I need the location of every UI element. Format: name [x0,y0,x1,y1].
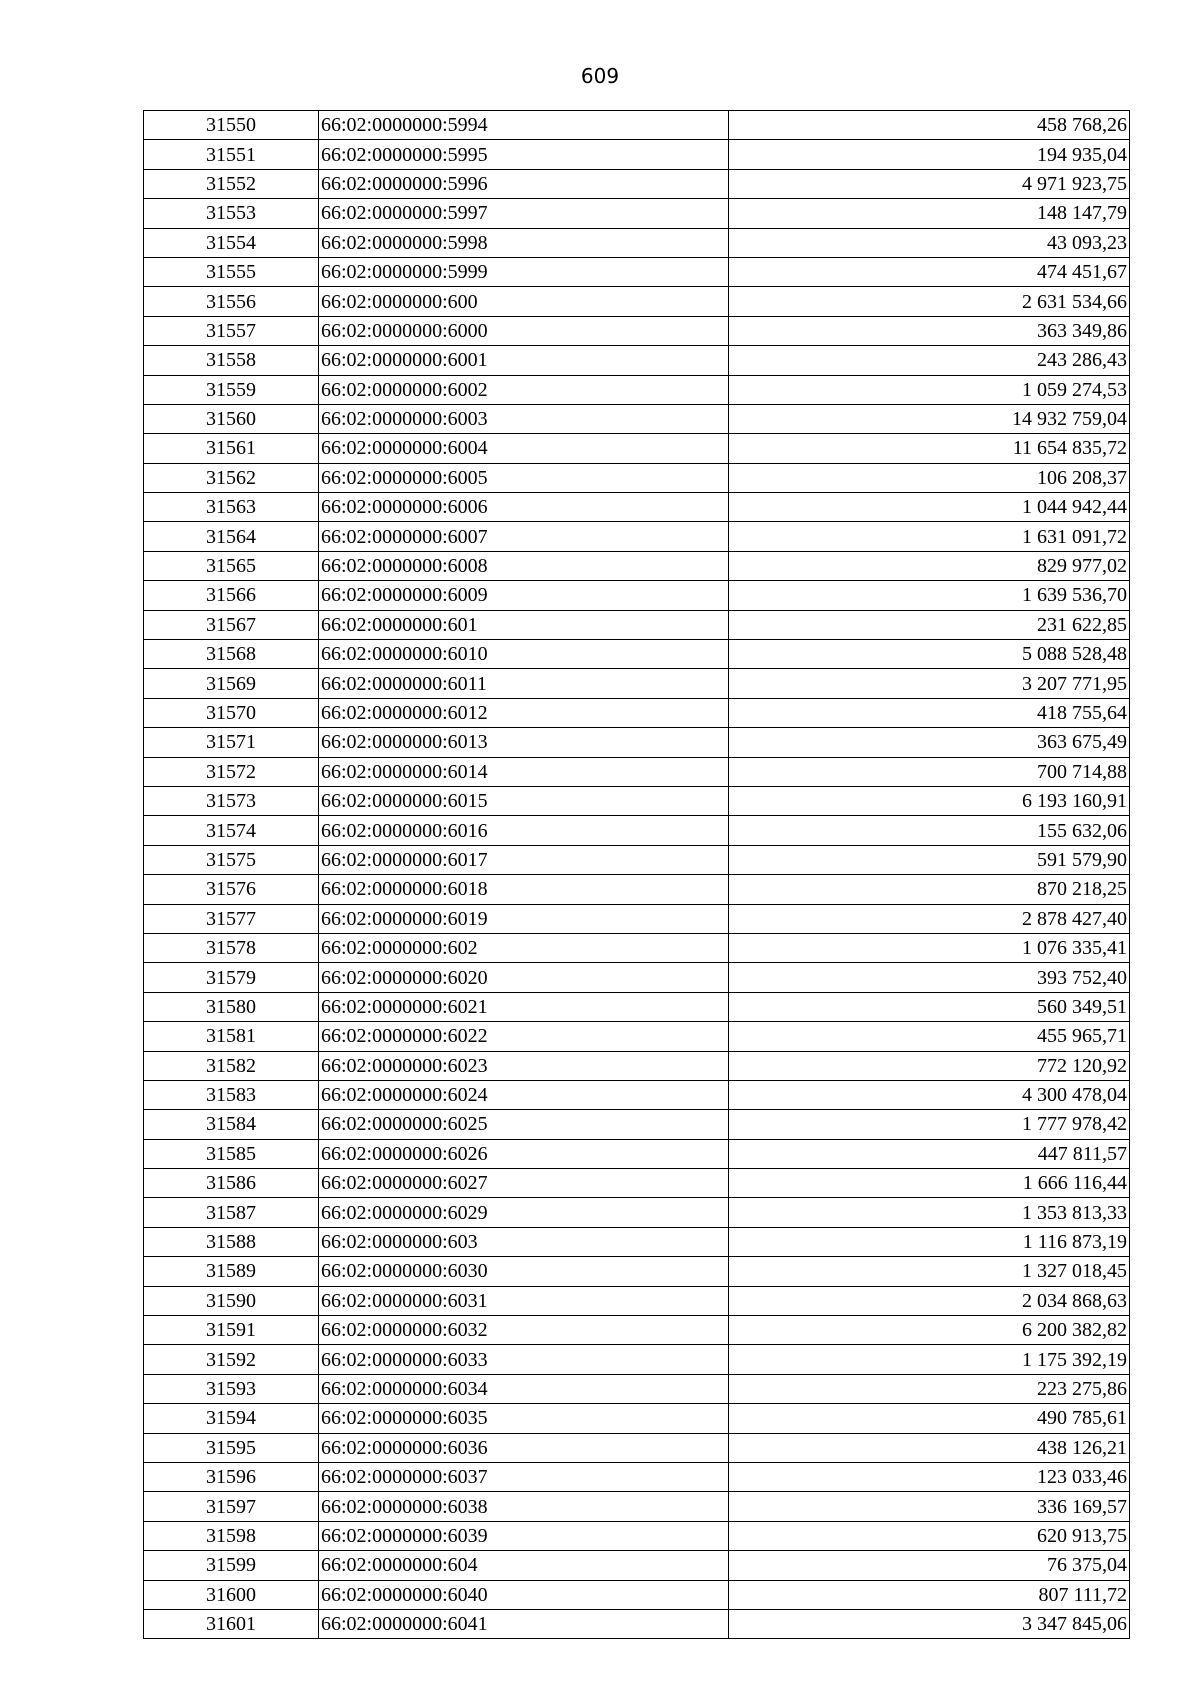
cadastral-number-cell: 66:02:0000000:6030 [319,1257,729,1286]
cadastral-number-cell: 66:02:0000000:6020 [319,963,729,992]
cadastral-value-cell: 4 971 923,75 [729,169,1130,198]
table-row [144,257,1130,286]
row-number-cell: 31592 [144,1345,319,1374]
table-row [144,1404,1130,1433]
cadastral-value-cell: 458 768,26 [729,111,1130,140]
row-number-cell: 31591 [144,1316,319,1345]
cadastral-number-cell: 66:02:0000000:6022 [319,1022,729,1051]
table-row [144,640,1130,669]
table-row [144,1345,1130,1374]
row-number-cell: 31600 [144,1580,319,1609]
cadastral-value-cell: 1 777 978,42 [729,1110,1130,1139]
cadastral-number-cell: 66:02:0000000:6025 [319,1110,729,1139]
row-number-cell: 31563 [144,493,319,522]
cadastral-value-cell: 43 093,23 [729,228,1130,257]
cadastral-value-cell: 1 059 274,53 [729,375,1130,404]
table-row [144,1139,1130,1168]
cadastral-number-cell: 66:02:0000000:6041 [319,1609,729,1638]
row-number-cell: 31573 [144,786,319,815]
table-row [144,581,1130,610]
row-number-cell: 31560 [144,404,319,433]
row-number-cell: 31570 [144,698,319,727]
cadastral-number-cell: 66:02:0000000:6019 [319,904,729,933]
row-number-cell: 31551 [144,140,319,169]
cadastral-number-cell: 66:02:0000000:6038 [319,1492,729,1521]
table-row [144,551,1130,580]
table-row [144,1110,1130,1139]
table-row [144,1080,1130,1109]
cadastral-number-cell: 66:02:0000000:6006 [319,493,729,522]
row-number-cell: 31579 [144,963,319,992]
cadastral-value-cell: 123 033,46 [729,1462,1130,1491]
cadastral-number-cell: 66:02:0000000:6013 [319,728,729,757]
cadastral-number-cell: 66:02:0000000:6003 [319,404,729,433]
row-number-cell: 31558 [144,346,319,375]
row-number-cell: 31584 [144,1110,319,1139]
cadastral-value-cell: 223 275,86 [729,1374,1130,1403]
table-row [144,287,1130,316]
table-row [144,963,1130,992]
table-row [144,1286,1130,1315]
row-number-cell: 31588 [144,1227,319,1256]
cadastral-value-cell: 870 218,25 [729,875,1130,904]
cadastral-number-cell: 66:02:0000000:6014 [319,757,729,786]
cadastral-value-cell: 1 175 392,19 [729,1345,1130,1374]
table-row [144,375,1130,404]
table-row [144,845,1130,874]
row-number-cell: 31585 [144,1139,319,1168]
cadastral-value-cell: 490 785,61 [729,1404,1130,1433]
row-number-cell: 31577 [144,904,319,933]
table-row [144,728,1130,757]
cadastral-value-cell: 1 666 116,44 [729,1169,1130,1198]
table-row [144,698,1130,727]
cadastral-value-cell: 11 654 835,72 [729,434,1130,463]
table-row [144,992,1130,1021]
cadastral-value-cell: 1 327 018,45 [729,1257,1130,1286]
cadastral-value-cell: 6 200 382,82 [729,1316,1130,1345]
cadastral-value-cell: 4 300 478,04 [729,1080,1130,1109]
cadastral-value-cell: 447 811,57 [729,1139,1130,1168]
row-number-cell: 31559 [144,375,319,404]
table-row [144,1609,1130,1638]
cadastral-value-cell: 455 965,71 [729,1022,1130,1051]
table-row [144,199,1130,228]
row-number-cell: 31580 [144,992,319,1021]
table-row [144,1551,1130,1580]
cadastral-value-cell: 3 207 771,95 [729,669,1130,698]
table-row [144,1492,1130,1521]
cadastral-number-cell: 66:02:0000000:604 [319,1551,729,1580]
row-number-cell: 31569 [144,669,319,698]
row-number-cell: 31587 [144,1198,319,1227]
table-row [144,434,1130,463]
table-body [144,111,1130,1639]
cadastral-value-cell: 591 579,90 [729,845,1130,874]
cadastral-number-cell: 66:02:0000000:6018 [319,875,729,904]
row-number-cell: 31555 [144,257,319,286]
cadastral-number-cell: 66:02:0000000:6023 [319,1051,729,1080]
cadastral-value-cell: 474 451,67 [729,257,1130,286]
cadastral-value-cell: 393 752,40 [729,963,1130,992]
cadastral-value-cell: 106 208,37 [729,463,1130,492]
row-number-cell: 31578 [144,933,319,962]
cadastral-value-cell: 700 714,88 [729,757,1130,786]
cadastral-number-cell: 66:02:0000000:6009 [319,581,729,610]
cadastral-number-cell: 66:02:0000000:6033 [319,1345,729,1374]
row-number-cell: 31566 [144,581,319,610]
row-number-cell: 31575 [144,845,319,874]
cadastral-value-cell: 363 675,49 [729,728,1130,757]
row-number-cell: 31593 [144,1374,319,1403]
table-row [144,875,1130,904]
row-number-cell: 31567 [144,610,319,639]
cadastral-number-cell: 66:02:0000000:6021 [319,992,729,1021]
cadastral-value-cell: 1 116 873,19 [729,1227,1130,1256]
cadastral-value-cell: 194 935,04 [729,140,1130,169]
table-row [144,816,1130,845]
table-row [144,493,1130,522]
cadastral-number-cell: 66:02:0000000:5997 [319,199,729,228]
table-row [144,111,1130,140]
row-number-cell: 31557 [144,316,319,345]
table-row [144,1022,1130,1051]
row-number-cell: 31561 [144,434,319,463]
table-row [144,346,1130,375]
table-row [144,1433,1130,1462]
table-row [144,1198,1130,1227]
cadastral-value-cell: 418 755,64 [729,698,1130,727]
cadastral-value-cell: 1 353 813,33 [729,1198,1130,1227]
cadastral-number-cell: 66:02:0000000:5995 [319,140,729,169]
row-number-cell: 31583 [144,1080,319,1109]
row-number-cell: 31572 [144,757,319,786]
row-number-cell: 31565 [144,551,319,580]
table-row [144,316,1130,345]
table-row [144,757,1130,786]
cadastral-number-cell: 66:02:0000000:6026 [319,1139,729,1168]
row-number-cell: 31597 [144,1492,319,1521]
cadastral-value-cell: 560 349,51 [729,992,1130,1021]
row-number-cell: 31556 [144,287,319,316]
row-number-cell: 31550 [144,111,319,140]
table-row [144,669,1130,698]
table-row [144,786,1130,815]
table-row [144,1374,1130,1403]
table-row [144,1051,1130,1080]
cadastral-number-cell: 66:02:0000000:6000 [319,316,729,345]
cadastral-value-cell: 76 375,04 [729,1551,1130,1580]
cadastral-value-cell: 5 088 528,48 [729,640,1130,669]
table-row [144,1462,1130,1491]
cadastral-number-cell: 66:02:0000000:600 [319,287,729,316]
table-row [144,522,1130,551]
table-row [144,1316,1130,1345]
cadastral-value-cell: 14 932 759,04 [729,404,1130,433]
cadastral-value-cell: 336 169,57 [729,1492,1130,1521]
cadastral-number-cell: 66:02:0000000:5994 [319,111,729,140]
table-row [144,1257,1130,1286]
row-number-cell: 31598 [144,1521,319,1550]
cadastral-number-cell: 66:02:0000000:6039 [319,1521,729,1550]
cadastral-number-cell: 66:02:0000000:6027 [319,1169,729,1198]
cadastral-value-cell: 3 347 845,06 [729,1609,1130,1638]
row-number-cell: 31582 [144,1051,319,1080]
cadastral-value-cell: 1 631 091,72 [729,522,1130,551]
row-number-cell: 31586 [144,1169,319,1198]
row-number-cell: 31590 [144,1286,319,1315]
table-row [144,169,1130,198]
table-row [144,610,1130,639]
row-number-cell: 31553 [144,199,319,228]
cadastral-value-cell: 438 126,21 [729,1433,1130,1462]
cadastral-value-cell: 363 349,86 [729,316,1130,345]
cadastral-number-cell: 66:02:0000000:6040 [319,1580,729,1609]
row-number-cell: 31564 [144,522,319,551]
cadastral-value-cell: 772 120,92 [729,1051,1130,1080]
row-number-cell: 31599 [144,1551,319,1580]
row-number-cell: 31576 [144,875,319,904]
cadastral-number-cell: 66:02:0000000:6011 [319,669,729,698]
table-row [144,1580,1130,1609]
cadastral-value-cell: 6 193 160,91 [729,786,1130,815]
row-number-cell: 31594 [144,1404,319,1433]
cadastral-number-cell: 66:02:0000000:6034 [319,1374,729,1403]
cadastral-number-cell: 66:02:0000000:6036 [319,1433,729,1462]
row-number-cell: 31595 [144,1433,319,1462]
cadastral-number-cell: 66:02:0000000:602 [319,933,729,962]
cadastral-number-cell: 66:02:0000000:6002 [319,375,729,404]
cadastral-number-cell: 66:02:0000000:6035 [319,1404,729,1433]
cadastral-number-cell: 66:02:0000000:6029 [319,1198,729,1227]
cadastral-value-cell: 243 286,43 [729,346,1130,375]
cadastral-number-cell: 66:02:0000000:6015 [319,786,729,815]
cadastral-number-cell: 66:02:0000000:6004 [319,434,729,463]
cadastral-number-cell: 66:02:0000000:6016 [319,816,729,845]
cadastral-number-cell: 66:02:0000000:6010 [319,640,729,669]
cadastral-value-cell: 2 631 534,66 [729,287,1130,316]
row-number-cell: 31571 [144,728,319,757]
cadastral-value-cell: 1 044 942,44 [729,493,1130,522]
cadastral-number-cell: 66:02:0000000:6005 [319,463,729,492]
cadastral-number-cell: 66:02:0000000:6017 [319,845,729,874]
cadastral-number-cell: 66:02:0000000:6037 [319,1462,729,1491]
table-row [144,1169,1130,1198]
cadastral-number-cell: 66:02:0000000:6032 [319,1316,729,1345]
cadastral-value-cell: 2 878 427,40 [729,904,1130,933]
cadastral-number-cell: 66:02:0000000:6031 [319,1286,729,1315]
table-row [144,1521,1130,1550]
row-number-cell: 31562 [144,463,319,492]
cadastral-number-cell: 66:02:0000000:6001 [319,346,729,375]
cadastral-number-cell: 66:02:0000000:6024 [319,1080,729,1109]
cadastral-value-cell: 155 632,06 [729,816,1130,845]
table-row [144,404,1130,433]
row-number-cell: 31574 [144,816,319,845]
cadastral-value-cell: 231 622,85 [729,610,1130,639]
cadastral-value-cell: 1 639 536,70 [729,581,1130,610]
table-row [144,228,1130,257]
table-row [144,904,1130,933]
table-row [144,1227,1130,1256]
cadastral-number-cell: 66:02:0000000:6008 [319,551,729,580]
cadastral-value-cell: 148 147,79 [729,199,1130,228]
cadastral-number-cell: 66:02:0000000:5998 [319,228,729,257]
row-number-cell: 31552 [144,169,319,198]
table-row [144,933,1130,962]
cadastral-value-cell: 620 913,75 [729,1521,1130,1550]
cadastral-value-cell: 2 034 868,63 [729,1286,1130,1315]
row-number-cell: 31568 [144,640,319,669]
cadastral-number-cell: 66:02:0000000:6007 [319,522,729,551]
row-number-cell: 31601 [144,1609,319,1638]
row-number-cell: 31554 [144,228,319,257]
cadastral-value-cell: 1 076 335,41 [729,933,1130,962]
cadastral-value-cell: 807 111,72 [729,1580,1130,1609]
row-number-cell: 31596 [144,1462,319,1491]
page-number: 609 [580,64,620,88]
cadastral-number-cell: 66:02:0000000:5996 [319,169,729,198]
cadastral-number-cell: 66:02:0000000:603 [319,1227,729,1256]
cadastral-number-cell: 66:02:0000000:601 [319,610,729,639]
cadastral-value-table [143,110,1130,1639]
cadastral-number-cell: 66:02:0000000:5999 [319,257,729,286]
cadastral-number-cell: 66:02:0000000:6012 [319,698,729,727]
table-row [144,140,1130,169]
table-row [144,463,1130,492]
cadastral-value-cell: 829 977,02 [729,551,1130,580]
row-number-cell: 31581 [144,1022,319,1051]
row-number-cell: 31589 [144,1257,319,1286]
